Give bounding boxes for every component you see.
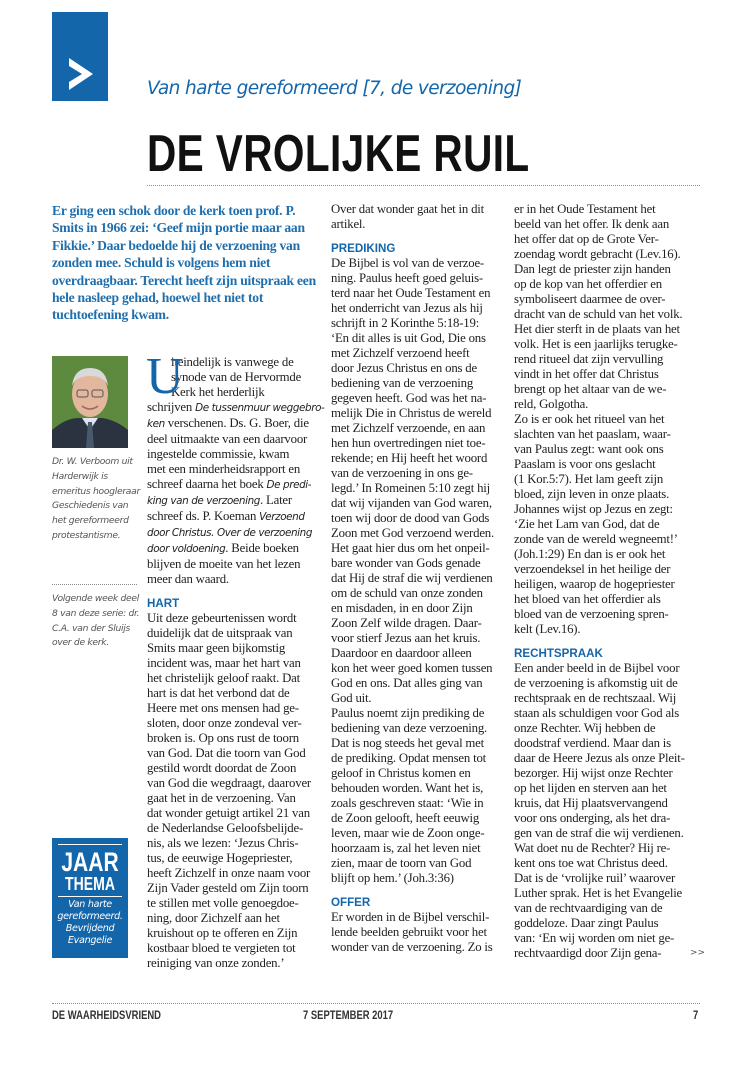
- article-column-3: [514, 202, 702, 961]
- italic-title: ken: [147, 418, 165, 430]
- badge-rule: [58, 844, 122, 845]
- text-line: op het lijden en sterven aan het: [514, 781, 667, 795]
- paragraph: [147, 611, 319, 971]
- title-divider: [147, 185, 700, 186]
- author-photo: [52, 356, 128, 448]
- text-line: behouden worden. Want het is,: [331, 781, 484, 795]
- caption-divider: [52, 584, 137, 585]
- text-line: De Bijbel is vol van de verzoe-: [331, 256, 484, 270]
- text-line: Een ander beeld in de Bijbel voor: [514, 661, 680, 675]
- text-line: beeld van het offer. Ik denk aan: [514, 217, 670, 231]
- text-line: het offer dat op de Grote Ver-: [514, 232, 659, 246]
- paragraph: [514, 202, 702, 412]
- text-line: [147, 477, 319, 493]
- text-line: [147, 525, 319, 541]
- text-line: hoorzaam is, zal het leven niet: [331, 841, 481, 855]
- text-line: Uit deze gebeurtenissen wordt: [147, 611, 297, 625]
- text-line: het christelijk geloof raakt. Dat: [147, 671, 300, 685]
- italic-title: door Christus. Over de verzoening: [147, 527, 313, 539]
- text-line: Zijn Vader gesteld om Zijn toorn: [147, 881, 309, 895]
- drop-cap: U: [146, 348, 184, 405]
- text-line: kruishout op te offeren en Zijn: [147, 926, 298, 940]
- text-line: [147, 416, 319, 432]
- text-line: God en ons. Dat alles ging van: [331, 676, 483, 690]
- text-line: ingestelde commissie, kwam: [147, 447, 290, 461]
- text-line: toen wij door de dood van Gods: [331, 511, 490, 525]
- article-column-2: [331, 202, 507, 955]
- text-line: [147, 493, 319, 509]
- text-line: doodstraf verdiend. Maar dan is: [514, 736, 671, 750]
- text-line: kostbaar bloed te vergieten tot: [147, 941, 296, 955]
- text-line: goddeloze. Daar zingt Paulus: [514, 916, 659, 930]
- section-heading: PREDIKING: [331, 242, 396, 255]
- badge-thema: THEMA: [65, 874, 115, 894]
- text-segment: . Beide boeken: [225, 541, 299, 555]
- text-line: Heere met ons mensen had ge-: [147, 701, 299, 715]
- text-line: heiligen, waarop de hogepriester: [514, 577, 675, 591]
- text-line: bediening van de verzoening: [331, 376, 474, 390]
- text-segment: . Later: [259, 493, 292, 507]
- text-line: bloed, zijn leven in onze plaats.: [514, 487, 670, 501]
- author-portrait-image: [52, 356, 128, 448]
- paragraph: [514, 412, 702, 637]
- text-line: zonde van de wereld wegneemt!’: [514, 532, 678, 546]
- continue-marker: >>: [690, 948, 706, 958]
- text-line: Er worden in de Bijbel verschil-: [331, 910, 490, 924]
- series-kicker: Van harte gereformeerd [7, de verzoening]: [147, 78, 522, 99]
- year-theme-badge: [52, 838, 128, 958]
- text-line: leven, maar wie de Zoon onge-: [331, 826, 485, 840]
- paragraph: [514, 661, 702, 961]
- text-line: Zoon Zelf wilde dragen. Daar-: [331, 616, 482, 630]
- text-line: het bloed van het offerdier als: [514, 592, 661, 606]
- text-line: met Zichzelf verzoende, en aan: [331, 421, 486, 435]
- text-line: Dan legt de priester zijn handen: [514, 262, 671, 276]
- text-segment: schreef ds. P. Koeman: [147, 509, 260, 523]
- badge-divider: [58, 896, 122, 897]
- text-line: van de verzoening in ons ge-: [331, 466, 473, 480]
- text-line: door Jezus Christus en ons de: [331, 361, 477, 375]
- text-line: tus, de eeuwige Hogepriester,: [147, 851, 293, 865]
- text-line: van de rechtvaardiging van de: [514, 901, 663, 915]
- text-line: Wat doet nu de Rechter? Hij re-: [514, 841, 671, 855]
- section-heading: HART: [147, 597, 180, 610]
- text-line: Johannes wijst op Jezus en zegt:: [514, 502, 673, 516]
- text-line: ‘Zie het Lam van God, dat de: [514, 517, 660, 531]
- text-line: sloten, door onze zondeval ver-: [147, 716, 302, 730]
- section-heading: RECHTSPRAAK: [514, 647, 603, 660]
- intro-lead: Er ging een schok door de kerk toen prof. P. Smits in 1966 zei: ‘Geef mijn portie maar aan Fikkie.’ Daar bedoelde hij de verzoening van zonden mee. Schuld is volgens hem niet overdraagbaar. Terecht heeft zijn uitspraak een hele nasleep gehad, hoewel het niet tot tuchtoefening kwam.: [52, 203, 316, 323]
- text-line: legd.’ In Romeinen 5:10 zegt hij: [331, 481, 490, 495]
- text-line: verzoendeksel in het heilige der: [514, 562, 671, 576]
- text-line: nis, als we lezen: ‘Jezus Chris-: [147, 836, 299, 850]
- footer-publication: DE WAARHEIDSVRIEND: [52, 1010, 161, 1022]
- text-line: deel uitmaakte van een daarvoor: [147, 432, 308, 446]
- text-line: zoals geschreven staat: ‘Wie in: [331, 796, 484, 810]
- text-line: heeft Zichzelf in onze naam voor: [147, 866, 311, 880]
- text-line: [147, 509, 319, 525]
- text-line: met Zichzelf verzoend heeft: [331, 346, 470, 360]
- text-line: en misdaden, in en door Zijn: [331, 601, 473, 615]
- text-line: kent ons toe wat Christus deed.: [514, 856, 668, 870]
- text-line: Kerk het herderlijk: [171, 385, 265, 399]
- text-line: Paaslam is voor ons geslacht: [514, 457, 656, 471]
- text-line: daar de Heere Jezus als onze Pleit-: [514, 751, 685, 765]
- text-segment: schreef daarna het boek: [147, 477, 267, 491]
- text-line: Het gaat hier dus om het onpeil-: [331, 541, 490, 555]
- text-line: terd naar het Oude Testament en: [331, 286, 491, 300]
- text-line: zoendag wordt gebracht (Lev.16).: [514, 247, 681, 261]
- text-line: de Zoon gelooft, heeft eeuwig: [331, 811, 480, 825]
- text-line: volk. Het is een jaarlijks terugke-: [514, 337, 678, 351]
- text-line: bare wonder van Gods genade: [331, 556, 481, 570]
- text-line: kon het weer goed komen tussen: [331, 661, 493, 675]
- text-line: geloof in Christus komen en: [331, 766, 471, 780]
- text-line: te stillen met volle genoegdoe-: [147, 896, 299, 910]
- text-segment: schrijven: [147, 400, 196, 414]
- text-line: er in het Oude Testament het: [514, 202, 656, 216]
- text-line: dracht van de schuld van het volk.: [514, 307, 683, 321]
- text-line: van God. Dat die toorn van God: [147, 746, 306, 760]
- text-line: hart is dat het verbond dat de: [147, 686, 290, 700]
- text-line: ‘En dit alles is uit God, Die ons: [331, 331, 486, 345]
- text-line: gestild wordt doordat de Zoon: [147, 761, 297, 775]
- text-line: Smits maar geen bijkomstig: [147, 641, 286, 655]
- text-line: wonder van de verzoening. Zo is: [331, 940, 493, 954]
- text-line: Dat is nog steeds het geval met: [331, 736, 485, 750]
- text-segment: verschenen. Ds. G. Boer, die: [164, 416, 309, 430]
- text-line: met een minderheidsrapport en: [147, 462, 301, 476]
- paragraph: [331, 202, 507, 232]
- text-line: duidelijk dat de uitspraak van: [147, 626, 293, 640]
- text-line: op de kop van het offerdier en: [514, 277, 662, 291]
- text-line: kruis, dat Hij plaatsvervangend: [514, 796, 668, 810]
- paragraph: [331, 256, 507, 706]
- text-line: meer dan waard.: [147, 572, 229, 586]
- text-line: bezorger. Hij wijst onze Rechter: [514, 766, 673, 780]
- text-line: kelt (Lev.16).: [514, 622, 581, 636]
- italic-title: Verzoend: [259, 511, 305, 523]
- text-line: bloed van de verzoening spren-: [514, 607, 669, 621]
- text-line: dat wij vijanden van God waren,: [331, 496, 492, 510]
- text-line: reiniging van onze zonden.’: [147, 956, 285, 970]
- text-line: dat wonder getuigt artikel 21 van: [147, 806, 310, 820]
- text-line: dat Hij de straf die wij verdienen: [331, 571, 493, 585]
- text-line: blijven de moeite van het lezen: [147, 557, 301, 571]
- text-line: synode van de Hervormde: [171, 370, 302, 384]
- text-line: hen hun overtredingen niet toe-: [331, 436, 486, 450]
- text-line: God uit.: [331, 691, 372, 705]
- text-line: van Paulus zegt: want ook ons: [514, 442, 664, 456]
- article-column-1: [146, 348, 325, 971]
- text-line: artikel.: [331, 217, 366, 231]
- text-line: symboliseert daarmee de over-: [514, 292, 666, 306]
- text-line: Paulus noemt zijn prediking de: [331, 706, 485, 720]
- text-line: Luther sprak. Het is het Evangelie: [514, 886, 683, 900]
- page-number: 7: [693, 1010, 699, 1022]
- text-line: voor ons onderging, als het dra-: [514, 811, 671, 825]
- text-line: Het dier sterft in de plaats van het: [514, 322, 680, 336]
- text-line: rend ritueel dat zijn vervulling: [514, 352, 664, 366]
- text-line: de Nederlandse Geloofsbelijde-: [147, 821, 304, 835]
- text-line: van: ‘En wij worden om niet ge-: [514, 931, 675, 945]
- text-line: iteindelijk is vanwege de: [171, 355, 294, 369]
- badge-theme-text: Van harte gereformeerd. Bevrijdend Evangelie: [57, 899, 123, 946]
- badge-jaar: JAAR: [61, 847, 119, 877]
- text-line: melijk Die in Christus de wereld: [331, 406, 492, 420]
- author-caption: Dr. W. Verboom uit Harderwijk is emeritus hoogleraar Geschiedenis van het gereformeerd protestantisme.: [52, 456, 140, 541]
- text-line: [147, 541, 319, 557]
- text-line: rechtspraak en de rechtszaal. Wij: [514, 691, 677, 705]
- section-heading: OFFER: [331, 896, 371, 909]
- text-line: gegeven heeft. God was het na-: [331, 391, 487, 405]
- text-line: gen van de straf die wij verdienen.: [514, 826, 684, 840]
- text-line: rekende; en Hij heeft het woord: [331, 451, 488, 465]
- text-line: Over dat wonder gaat het in dit: [331, 202, 484, 216]
- text-line: voor stierf Jezus aan het kruis.: [331, 631, 481, 645]
- text-line: van God die wegdraagt, daarover: [147, 776, 311, 790]
- text-line: zien, maar de toorn van God: [331, 856, 472, 870]
- paragraph: [331, 910, 507, 955]
- italic-title: De tussenmuur weggebro-: [195, 402, 325, 414]
- text-line: de verzoening is afkomstig uit de: [514, 676, 678, 690]
- text-line: om de schuld van onze zonden: [331, 586, 483, 600]
- text-line: brengt op het altaar van de we-: [514, 382, 667, 396]
- text-line: de prediking. Opdat mensen tot: [331, 751, 486, 765]
- paragraph: [331, 706, 507, 886]
- text-line: broken is. Op ons rust de toorn: [147, 731, 299, 745]
- text-line: rechtvaardigd door Zijn gena-: [514, 946, 662, 960]
- text-line: lende beelden gebruikt voor het: [331, 925, 487, 939]
- text-line: (1 Kor.5:7). Het lam geeft zijn: [514, 472, 664, 486]
- text-line: (Joh.1:29) En dan is er ook het: [514, 547, 666, 561]
- text-line: blijft op hem.’ (Joh.3:36): [331, 871, 454, 885]
- text-line: incident was, maar het hart van: [147, 656, 301, 670]
- text-line: Daardoor en daardoor alleen: [331, 646, 472, 660]
- text-line: slachten van het paaslam, waar-: [514, 427, 671, 441]
- text-line: bediening van deze verzoening.: [331, 721, 488, 735]
- text-line: staan als schuldigen voor God als: [514, 706, 680, 720]
- section-logo: [52, 12, 108, 101]
- next-week-caption: Volgende week deel 8 van deze serie: dr. C.A. van der Sluijs over de kerk.: [52, 593, 140, 649]
- text-line: onze Rechter. Wij hebben de: [514, 721, 656, 735]
- text-line: vindt in het offer dat Christus: [514, 367, 659, 381]
- footer-divider: [52, 1003, 700, 1004]
- article-title: DE VROLIJKE RUIL: [147, 125, 530, 183]
- text-line: het onderricht van Jezus als hij: [331, 301, 483, 315]
- text-line: ning. Paulus heeft goed geluis-: [331, 271, 483, 285]
- italic-title: De predi-: [266, 479, 312, 491]
- text-line: Zoon met God verzoend werden.: [331, 526, 494, 540]
- text-line: schrijft in 2 Korinthe 5:18-19:: [331, 316, 480, 330]
- text-line: ning, door Zichzelf aan het: [147, 911, 280, 925]
- footer-date: 7 SEPTEMBER 2017: [303, 1010, 394, 1022]
- text-line: Dat is de ‘vrolijke ruil’ waarover: [514, 871, 676, 885]
- text-line: reld, Golgotha.: [514, 397, 589, 411]
- text-line: gaat het in de verzoening. Van: [147, 791, 296, 805]
- text-line: Zo is er ook het ritueel van het: [514, 412, 665, 426]
- italic-title: door voldoening: [147, 543, 226, 555]
- chevron-right-icon: [66, 56, 96, 92]
- italic-title: king van de verzoening: [147, 495, 260, 507]
